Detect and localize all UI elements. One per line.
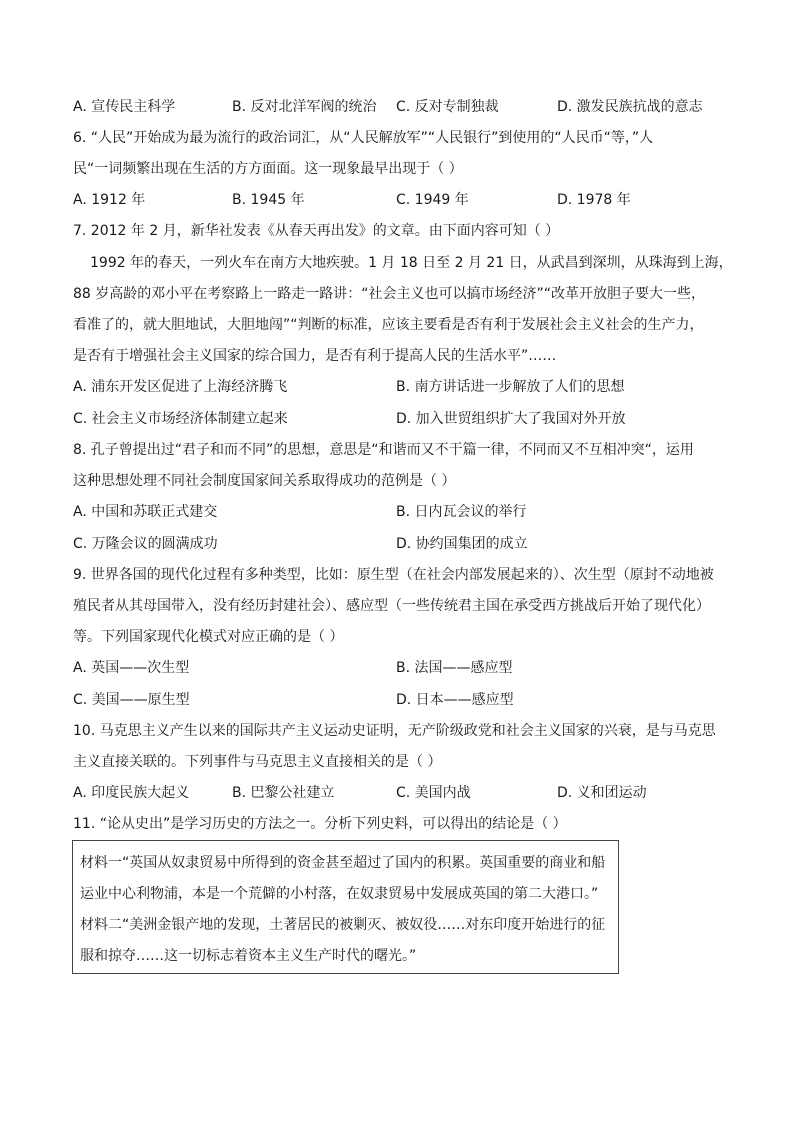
- q6-option-b: B. 1945 年: [232, 192, 305, 208]
- q9-option-c: C. 美国——原生型: [73, 692, 190, 708]
- q11-stem: 11. “论从史出”是学习历史的方法之一。分析下列史料，可以得出的结论是（ ）: [73, 816, 567, 832]
- q10-option-c: C. 美国内战: [396, 785, 471, 801]
- q9-stem-line2: 殖民者从其母国带入，没有经历封建社会）、感应型（一些传统君主国在承受西方挑战后开始了现代化）: [73, 598, 710, 614]
- q5-option-c: C. 反对专制独裁: [396, 99, 499, 115]
- q10-stem-line2: 主义直接关联的。下列事件与马克思主义直接相关的是（ ）: [73, 754, 442, 770]
- q7-stem: 7. 2012 年 2 月，新华社发表《从春天再出发》的文章。由下面内容可知（ ）: [73, 223, 560, 239]
- q6-stem-line2: 民“一词频繁出现在生活的方方面面。这一现象最早出现于（ ）: [73, 161, 463, 177]
- q9-stem-line1: 9. 世界各国的现代化过程有多种类型，比如：原生型（在社会内部发展起来的）、次生型（原封不动地被: [73, 567, 714, 583]
- q7-option-a: A. 浦东开发区促进了上海经济腾飞: [73, 379, 288, 395]
- q8-option-d: D. 协约国集团的成立: [396, 536, 528, 552]
- q11-source-line4: 服和掠夺……这一切标志着资本主义生产时代的曙光。”: [80, 948, 417, 964]
- q8-option-a: A. 中国和苏联正式建交: [73, 504, 218, 520]
- q10-option-d: D. 义和团运动: [557, 785, 647, 801]
- q6-option-d: D. 1978 年: [557, 192, 631, 208]
- q9-option-a: A. 英国——次生型: [73, 660, 190, 676]
- q5-option-b: B. 反对北洋军阀的统治: [232, 99, 377, 115]
- q7-option-d: D. 加入世贸组织扩大了我国对外开放: [396, 411, 626, 427]
- q9-stem-line3: 等。下列国家现代化模式对应正确的是（ ）: [73, 629, 344, 645]
- q7-passage-line1: 1992 年的春天，一列火车在南方大地疾驶。1 月 18 日至 2 月 21 日，从武昌到深圳，从珠海到上海，: [90, 255, 733, 271]
- q11-source-line3: 材料二“美洲金银产地的发现，土著居民的被剿灭、被奴役……对东印度开始进行的征: [80, 917, 606, 933]
- q8-option-c: C. 万隆会议的圆满成功: [73, 536, 218, 552]
- q6-option-c: C. 1949 年: [396, 192, 469, 208]
- q10-option-a: A. 印度民族大起义: [73, 785, 190, 801]
- q7-passage-line4: 是否有于增强社会主义国家的综合国力，是否有利于提高人民的生活水平”……: [73, 348, 557, 364]
- q7-passage-line2: 88 岁高龄的邓小平在考察路上一路走一路讲：“社会主义也可以搞市场经济”“改革开放胆子要大一些，: [73, 286, 706, 302]
- q9-option-b: B. 法国——感应型: [396, 660, 513, 676]
- q8-stem-line1: 8. 孔子曾提出过“君子和而不同”的思想，意思是“和谐而又不干篇一律，不同而又不互相冲突“，运用: [73, 442, 694, 458]
- q7-passage-line3: 看准了的，就大胆地试，大胆地闯”“判断的标准，应该主要看是否有利于发展社会主义社会的生产力，: [73, 317, 704, 333]
- q10-stem-line1: 10. 马克思主义产生以来的国际共产主义运动史证明，无产阶级政党和社会主义国家的兴衰，是与马克思: [73, 723, 716, 739]
- q8-stem-line2: 这种思想处理不同社会制度国家间关系取得成功的范例是（ ）: [73, 473, 456, 489]
- q5-option-d: D. 激发民族抗战的意志: [557, 99, 703, 115]
- q7-option-b: B. 南方讲话进一步解放了人们的思想: [396, 379, 625, 395]
- q10-option-b: B. 巴黎公社建立: [232, 785, 335, 801]
- q7-option-c: C. 社会主义市场经济体制建立起来: [73, 411, 288, 427]
- q9-option-d: D. 日本——感应型: [396, 692, 514, 708]
- q8-option-b: B. 日内瓦会议的举行: [396, 504, 527, 520]
- q11-source-line1: 材料一“英国从奴隶贸易中所得到的资金甚至超过了国内的积累。英国重要的商业和船: [80, 855, 606, 871]
- q11-source-line2: 运业中心利物浦，本是一个荒僻的小村落，在奴隶贸易中发展成英国的第二大港口。”: [80, 886, 599, 902]
- q5-option-a: A. 宣传民主科学: [73, 99, 176, 115]
- q6-stem-line1: 6. “人民”开始成为最为流行的政治词汇，从“人民解放军”“人民银行”到使用的“人民币“等，”人: [73, 130, 654, 146]
- q6-option-a: A. 1912 年: [73, 192, 146, 208]
